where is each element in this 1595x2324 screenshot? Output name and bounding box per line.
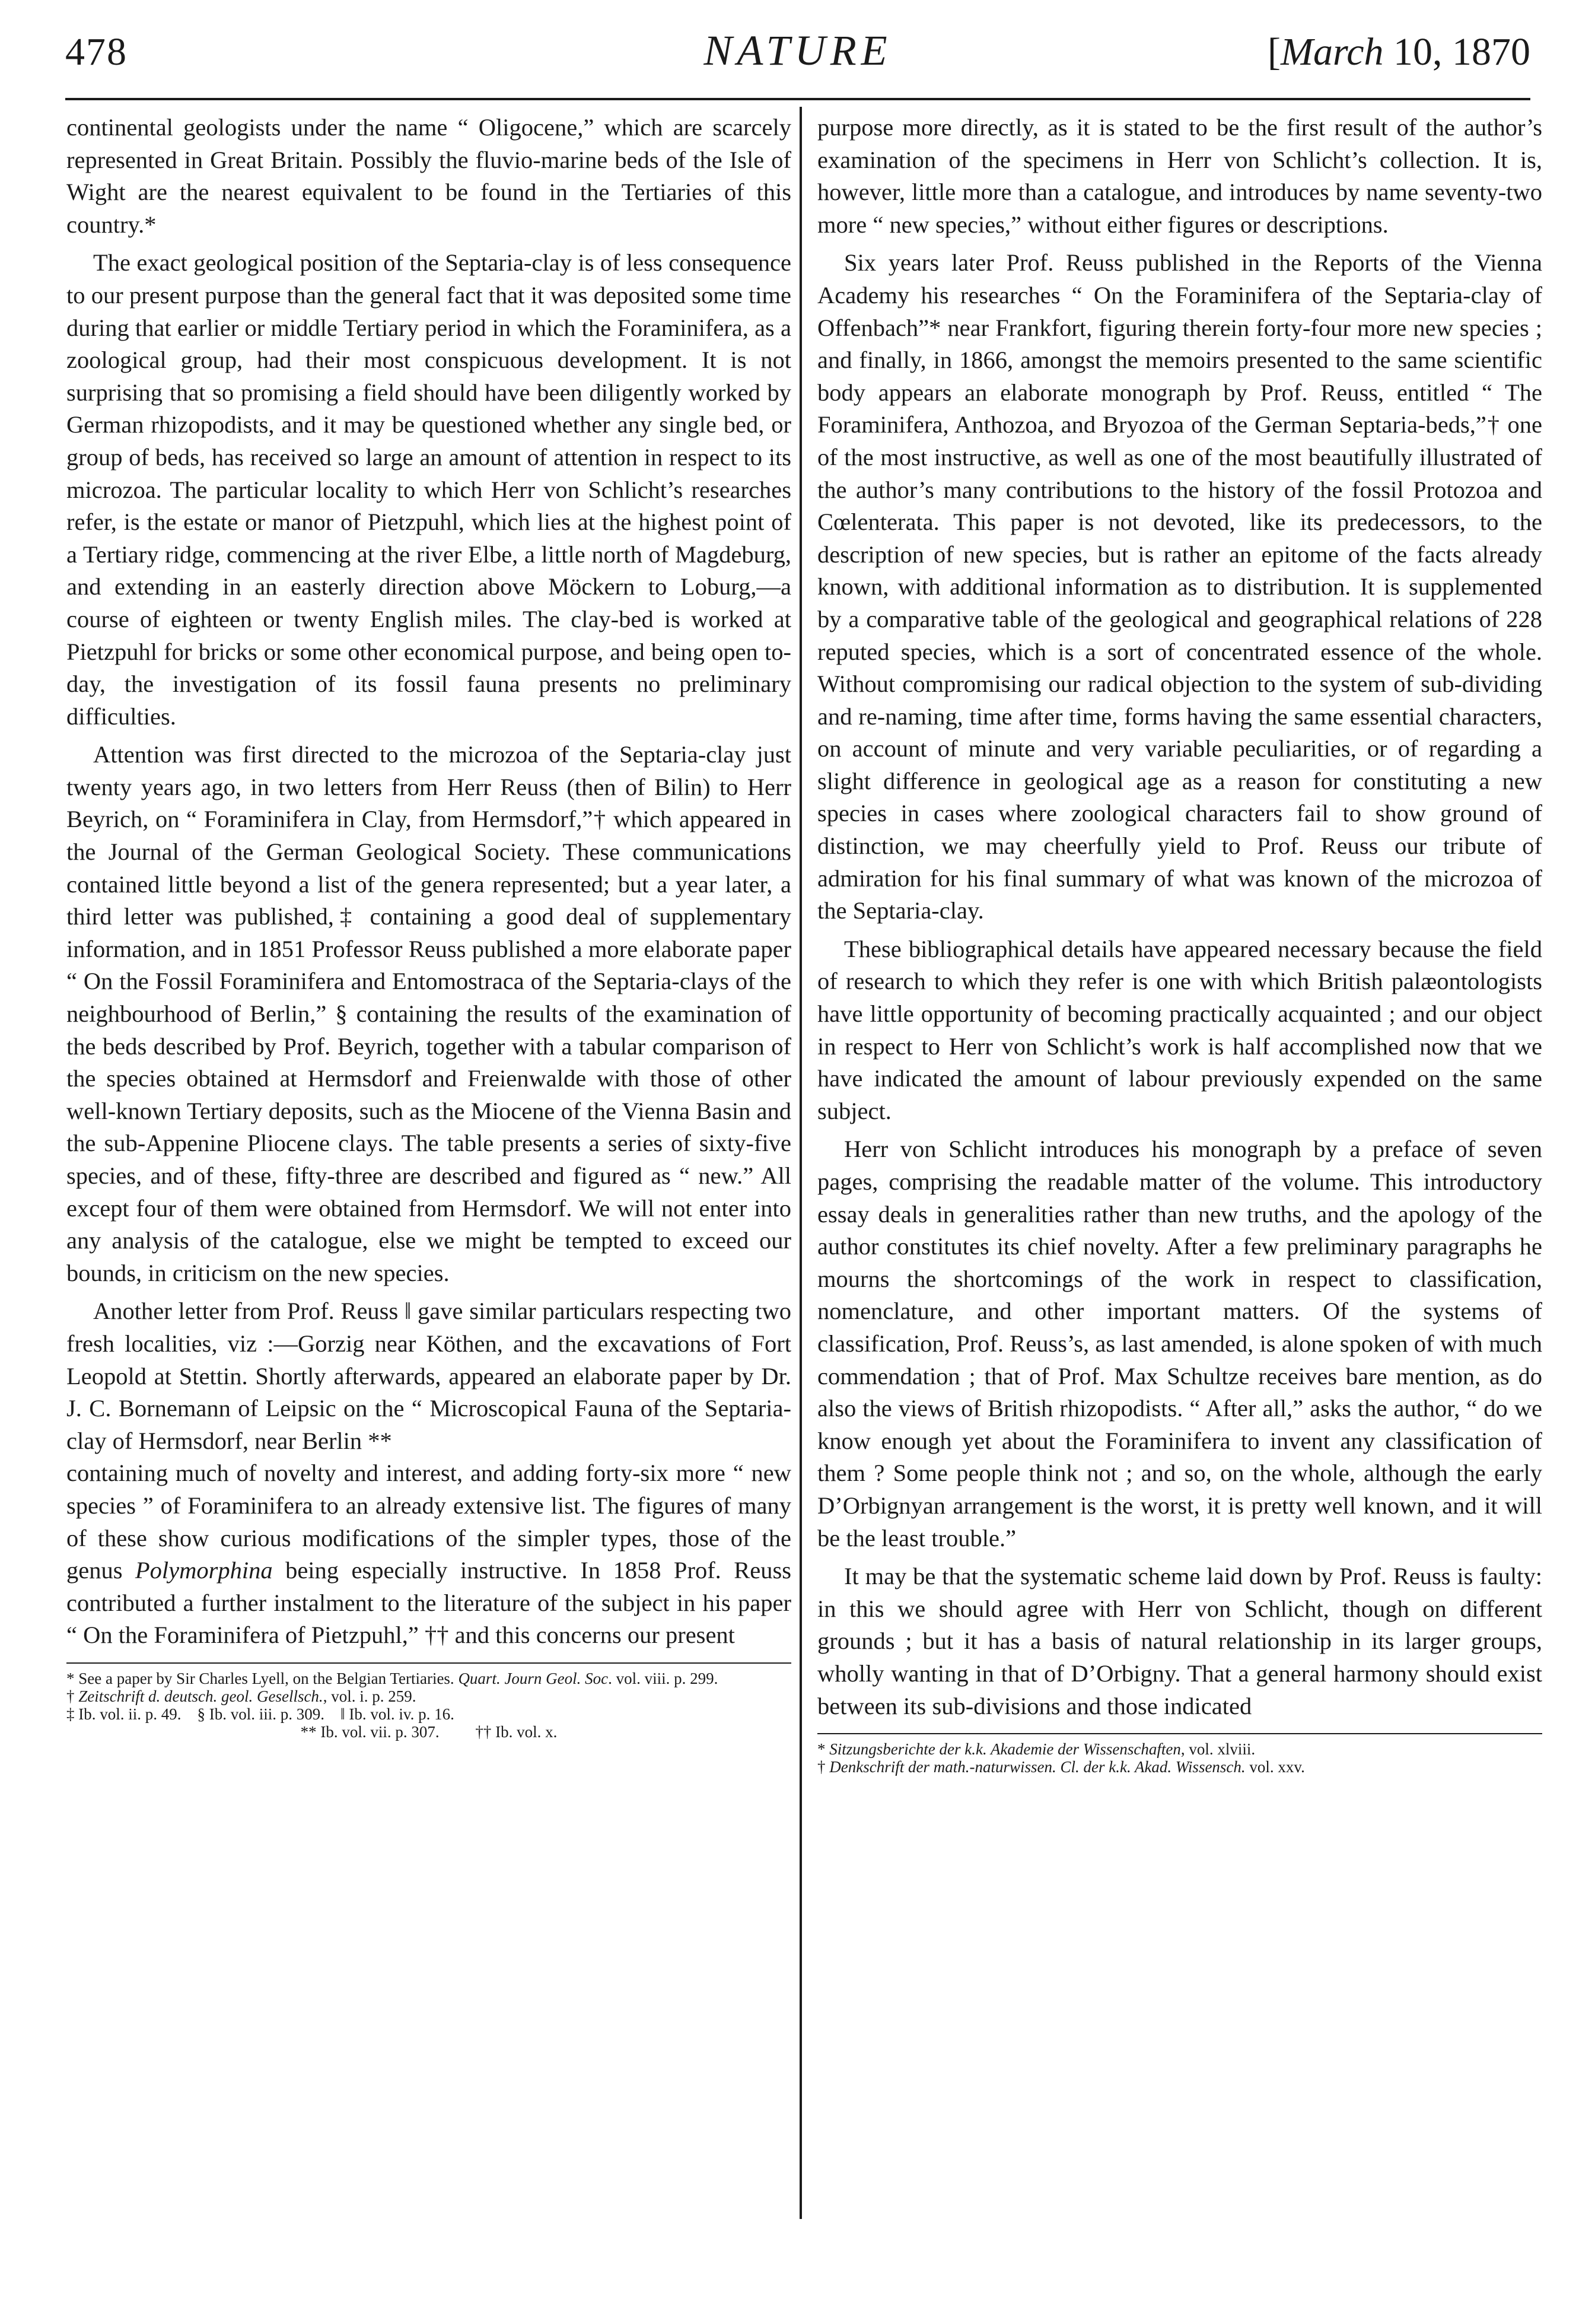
paragraph-text: containing much of novelty and interest, and adding forty-six more “ new species ” of Foraminifera to an already extensive list. The figures of many of these show curious modifications of the simpler types, those of the genus <box>66 1460 791 1584</box>
footnote-rule <box>817 1733 1542 1734</box>
column-divider <box>800 107 802 2219</box>
footnote: ** Ib. vol. vii. p. 307. †† Ib. vol. x. <box>300 1722 558 1741</box>
footnote-text: vol. xxv. <box>1245 1758 1305 1776</box>
date-month: March <box>1280 30 1384 74</box>
footnote-citation: Sitzungsberichte der k.k. Akademie der Wissenschaften <box>829 1740 1181 1759</box>
footnote-text: , vol. xlviii. <box>1180 1740 1256 1759</box>
footnote <box>66 1687 791 1705</box>
footnote-citation: Zeitschrift d. deutsch. geol. Gesellsch. <box>78 1687 323 1705</box>
paragraph: Attention was first directed to the microzoa of the Septaria-clay just twenty years ago, in two letters from Herr Reuss (then of Bilin) to Herr Beyrich, on “ Foraminifera in Clay, from Hermsdorf,”† which appeared in the Journal of the German Geological Society. These communications contained little beyond a list of the genera represented; but a year later, a third letter was published,‡ containing a good deal of supplementary information, and in 1851 Professor Reuss published a more elaborate paper “ On the Fossil Foraminifera and Entomostraca of the Septaria-clays of the neighbourhood of Berlin,” § containing the results of the examination of the beds described by Prof. Beyrich, together with a tabular comparison of the species obtained at Hermsdorf and Freienwalde with those of other well-known Tertiary deposits, such as the Miocene of the Vienna Basin and the sub-Appenine Pliocene clays. The table presents a series of sixty-five species, and of these, fifty-three are described and figured as “ new.” All except four of them were obtained from Hermsdorf. We will not enter into any analysis of the catalogue, else we might be tempted to exceed our bounds, in criticism on the new species. <box>66 741 791 1286</box>
footnote-text: . vol. viii. p. 299. <box>608 1669 718 1687</box>
footnote-citation: Quart. Journ Geol. Soc <box>458 1669 609 1687</box>
paragraph: Six years later Prof. Reuss published in the Reports of the Vienna Academy his researches “ On the Foraminifera of the Septaria-clay of Offenbach”* near Frankfort, figuring therein forty-four more new species ; and finally, in 1866, amongst the memoirs presented to the same scientific body appears an elaborate monograph by Prof. Reuss, entitled “ The Foraminifera, Anthozoa, and Bryozoa of the German Septaria-beds,”† one of the most instructive, as well as one of the most beautifully illustrated of the author’s many contributions to the history of the fossil Protozoa and Cœlenterata. This paper is not devoted, like its predecessors, to the description of new species, but is rather an epitome of the facts already known, with additional information as to distribution. It is supplemented by a comparative table of the geological and geographical relations of 228 reputed species, which is a sort of concentrated essence of the whole. Without compromising our radical objection to the system of sub-dividing and re-naming, time after time, forms having the same essential characters, on account of minute and very variable peculiarities, or of regarding a slight difference in geological age as a reason for constituting a new species in cases where zoological characters fail to show ground of distinction, we may cheerfully yield to Prof. Reuss our tribute of admiration for his final summary of what was known of the microzoa of the Septaria-clay. <box>817 249 1542 924</box>
paragraph: Another letter from Prof. Reuss ‖ gave similar particulars respecting two fresh localities, viz :—Gorzig near Köthen, and the excavations of Fort Leopold at Stettin. Shortly afterwards, appeared an elaborate paper by Dr. J. C. Bornemann of Leipsic on the “ Microscopical Fauna of the Septaria-clay of Hermsdorf, near Berlin ** <box>66 1298 791 1454</box>
paragraph: It may be that the systematic scheme laid down by Prof. Reuss is faulty: in this we should agree with Herr von Schlicht, though on different grounds ; but it has a basis of natural relationship in its larger groups, wholly wanting in that of D’Orbigny. That a general harmony should exist between its sub-divisions and those indicated <box>817 1563 1542 1719</box>
footnote-text: † <box>66 1687 79 1705</box>
paragraph: continental geologists under the name “ Oligocene,” which are scarcely represented in Great Britain. Possibly the fluvio-marine beds of the Isle of Wight are the nearest equivalent to be found in the Tertiaries of this country.* <box>66 114 791 238</box>
genus-name: Polymorphina <box>135 1557 273 1584</box>
footnote <box>817 1740 1542 1758</box>
footnote-text: * See a paper by Sir Charles Lyell, on the Belgian Tertiaries. <box>66 1669 459 1687</box>
footnote-text: † <box>817 1758 830 1776</box>
header-rule <box>65 98 1530 100</box>
date-bracket: [ <box>1268 30 1281 74</box>
journal-title: NATURE <box>703 27 892 74</box>
footnote-text: , vol. i. p. 259. <box>323 1687 416 1705</box>
page-header <box>65 24 1530 89</box>
paragraph: Herr von Schlicht introduces his monograph by a preface of seven pages, comprising the readable matter of the volume. This introductory essay deals in generalities rather than new truths, and the apology of the author constitutes its chief novelty. After a few preliminary paragraphs he mourns the shortcomings of the work in respect to classification, nomenclature, and other important matters. Of the systems of classification, Prof. Reuss’s, as last amended, is alone spoken of with much commendation ; that of Prof. Max Schultze receives bare mention, as do also the views of British rhizopodists. “ After all,” asks the author, “ do we know enough yet about the Foraminifera to invent any classification of them ? Some people think not ; and so, on the whole, although the early D’Orbignyan arrangement is the worst, it is pretty well known, and it will be the least trouble.” <box>817 1136 1542 1552</box>
paragraph: purpose more directly, as it is stated to be the first result of the author’s examination of the specimens in Herr von Schlicht’s collection. It is, however, little more than a catalogue, and introduces by name seventy-two more “ new species,” without either figures or descriptions. <box>817 114 1542 238</box>
right-column <box>817 112 1542 1776</box>
left-column <box>66 112 791 1741</box>
footnote <box>66 1670 791 1687</box>
footnote-citation: Denkschrift der math.-naturwissen. Cl. der k.k. Akad. Wissensch. <box>829 1758 1246 1776</box>
footnote <box>817 1758 1542 1776</box>
date-day-year: 10, 1870 <box>1383 30 1530 74</box>
issue-date <box>1268 30 1530 75</box>
footnote-rule <box>66 1662 791 1664</box>
footnote: ‡ Ib. vol. ii. p. 49. § Ib. vol. iii. p. 309. ‖ Ib. vol. iv. p. 16. <box>66 1705 454 1723</box>
paragraph <box>66 1457 791 1652</box>
paragraph-text: being especially instructive. In 1858 Prof. Reuss contributed a further instalment to the literature of the subject in his paper “ On the Foraminifera of Pietzpuhl,” †† and this concerns our present <box>66 1557 791 1649</box>
page-number: 478 <box>65 30 128 74</box>
paragraph: The exact geological position of the Septaria-clay is of less consequence to our present purpose than the general fact that it was deposited some time during that earlier or middle Tertiary period in which the Foraminifera, as a zoological group, had their most conspicuous development. It is not surprising that so promising a field should have been diligently worked by German rhizopodists, and it may be questioned whether any single bed, or group of beds, has received so large an amount of attention in respect to its microzoa. The particular locality to which Herr von Schlicht’s researches refer, is the estate or manor of Pietzpuhl, which lies at the highest point of a Tertiary ridge, commencing at the river Elbe, a little north of Magdeburg, and extending in an easterly direction above Möckern to Loburg,—a course of eighteen or twenty English miles. The clay-bed is worked at Pietzpuhl for bricks or some other economical purpose, and being open to-day, the investigation of its fossil fauna presents no preliminary difficulties. <box>66 249 791 730</box>
paragraph: These bibliographical details have appeared necessary because the field of research to which they refer is one with which British palæontologists have little opportunity of becoming practically acquainted ; and our object in respect to Herr von Schlicht’s work is half accomplished now that we have indicated the amount of labour previously expended on the same subject. <box>817 935 1542 1124</box>
footnote-text: * <box>817 1740 830 1759</box>
